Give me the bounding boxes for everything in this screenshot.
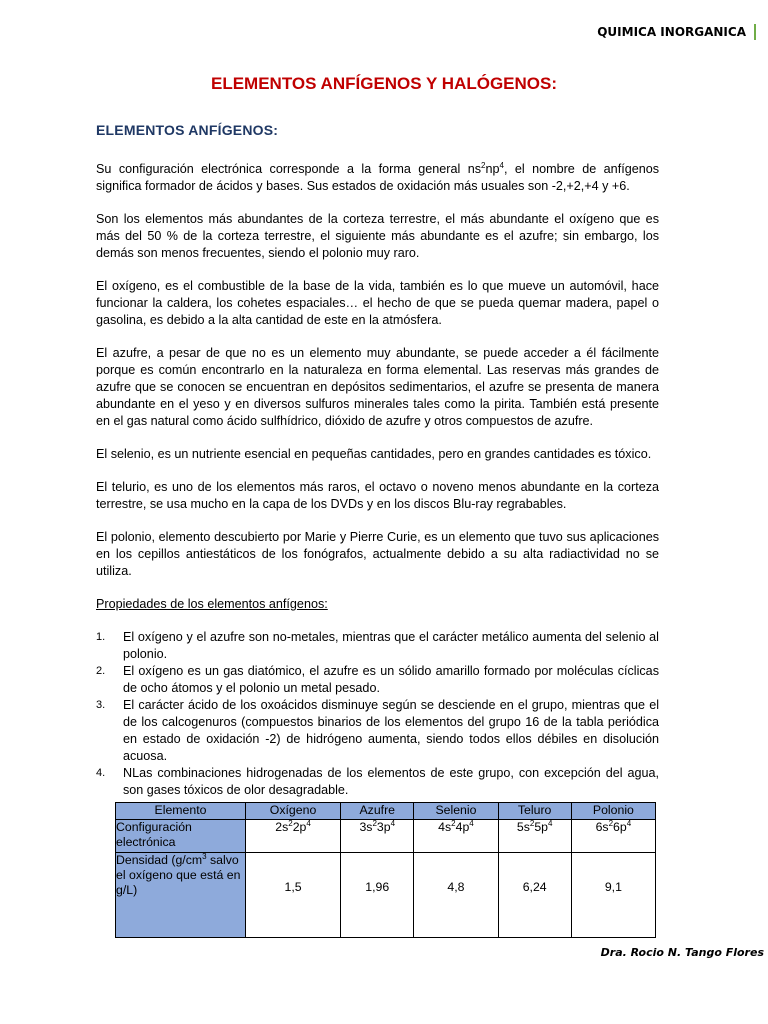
list-number: 2. (96, 665, 106, 677)
table-header-cell: Polonio (571, 803, 655, 820)
paragraph-oxygen: El oxígeno, es el combustible de la base de la vida, también es lo que mueve un automóvil, hace funcionar la caldera, los cohetes espaciales… el hecho de que se pueda quemar madera, papel o gasolina, es debido a la alta cantidad de este en la atmósfera. (96, 279, 659, 327)
list-item (96, 765, 659, 799)
list-item (96, 629, 659, 663)
section-heading: ELEMENTOS ANFÍGENOS: (96, 122, 279, 138)
list-item (96, 697, 659, 765)
row-label-configuration: Configuración electrónica (116, 820, 246, 853)
properties-list (96, 629, 659, 799)
table-cell: 6,24 (498, 853, 571, 938)
table-header-row (116, 803, 656, 820)
list-number: 3. (96, 699, 106, 711)
document-body (96, 161, 659, 799)
header-label: QUIMICA INORGANICA (597, 24, 756, 40)
superscript: 4 (499, 160, 504, 170)
paragraph-abundance: Son los elementos más abundantes de la corteza terrestre, el más abundante el oxígeno que es más del 50 % de la corteza terrestre, el siguiente más abundante es el azufre; sin embargo, los demás son menos frecuentes, siendo el polonio muy raro. (96, 212, 659, 260)
paragraph-polonium: El polonio, elemento descubierto por Marie y Pierre Curie, es un elemento que tuvo sus aplicaciones en los cepillos antiestáticos de los fonógrafos, actualmente debido a su alta radiactividad no se utiliza. (96, 530, 659, 578)
list-text: El carácter ácido de los oxoácidos disminuye según se desciende en el grupo, mientras que el de los calcogenuros (compuestos binarios de los elementos del grupo 16 de la tabla periódica en estado de oxidación -2) de hidrógeno aumenta, siendo todos ellos débiles en disolución acuosa. (123, 698, 659, 763)
table-header-cell: Selenio (414, 803, 498, 820)
list-number: 1. (96, 631, 106, 643)
table-header-cell: Oxígeno (246, 803, 341, 820)
table-cell: $2s^22p^4$ (246, 820, 341, 853)
table-cell: 1,96 (341, 853, 414, 938)
list-item (96, 663, 659, 697)
table-header-cell: Elemento (116, 803, 246, 820)
paragraph-selenium: El selenio, es un nutriente esencial en pequeñas cantidades, pero en grandes cantidades es tóxico. (96, 447, 652, 461)
text-run: Su configuración electrónica corresponde a la forma general ns (96, 162, 482, 176)
list-text: NLas combinaciones hidrogenadas de los elementos de este grupo, con excepción del agua, son gases tóxicos de olor desagradable. (123, 766, 659, 797)
footer-author: Dra. Rocio N. Tango Flores (600, 946, 764, 959)
list-number: 4. (96, 767, 106, 779)
table-header-cell: Teluro (498, 803, 571, 820)
elements-table (115, 802, 656, 938)
table-cell: $6s^26p^4$ (571, 820, 655, 853)
paragraph-configuration (96, 161, 659, 195)
text-run: np (485, 162, 500, 176)
table-cell: 4,8 (414, 853, 498, 938)
table-cell: 9,1 (571, 853, 655, 938)
table-row (116, 820, 656, 853)
paragraph-sulfur: El azufre, a pesar de que no es un elemento muy abundante, se puede acceder a él fácilmente porque es común encontrarlo en la naturaleza en forma elemental. Las reservas más grandes de azufre que se conocen se encuentran en depósitos sedimentarios, el azufre se presenta de manera abundante en el yeso y en diversos sulfuros minerales tales como la pirita. También está presente en el gas natural como ácido sulfhídrico, dióxido de azufre y otros compuestos de azufre. (96, 346, 659, 428)
list-text: El oxígeno es un gas diatómico, el azufre es un sólido amarillo formado por moléculas cíclicas de ocho átomos y el polonio un metal pesado. (123, 664, 659, 695)
text-run: , el nombre de anfígenos significa formador de ácidos y bases. Sus estados de oxidación más usuales son -2,+2,+4 y +6. (96, 162, 660, 193)
table-cell: $4s^24p^4$ (414, 820, 498, 853)
paragraph-tellurium: El telurio, es uno de los elementos más raros, el octavo o noveno menos abundante en la corteza terrestre, se usa mucho en la capa de los DVDs y en los discos Blu-ray regrabables. (96, 480, 659, 511)
table-cell: 1,5 (246, 853, 341, 938)
table-cell: $3s^23p^4$ (341, 820, 414, 853)
superscript: 2 (481, 160, 486, 170)
table-cell: $5s^25p^4$ (498, 820, 571, 853)
row-label-density: Densidad ($g/cm^3$ salvo el oxígeno que está en g/L) (116, 853, 246, 938)
table-header-cell: Azufre (341, 803, 414, 820)
page-title: ELEMENTOS ANFÍGENOS Y HALÓGENOS: (210, 74, 558, 93)
list-text: El oxígeno y el azufre son no-metales, mientras que el carácter metálico aumenta del selenio al polonio. (123, 630, 659, 661)
properties-heading: Propiedades de los elementos anfígenos: (96, 597, 328, 611)
table-row (116, 853, 656, 938)
